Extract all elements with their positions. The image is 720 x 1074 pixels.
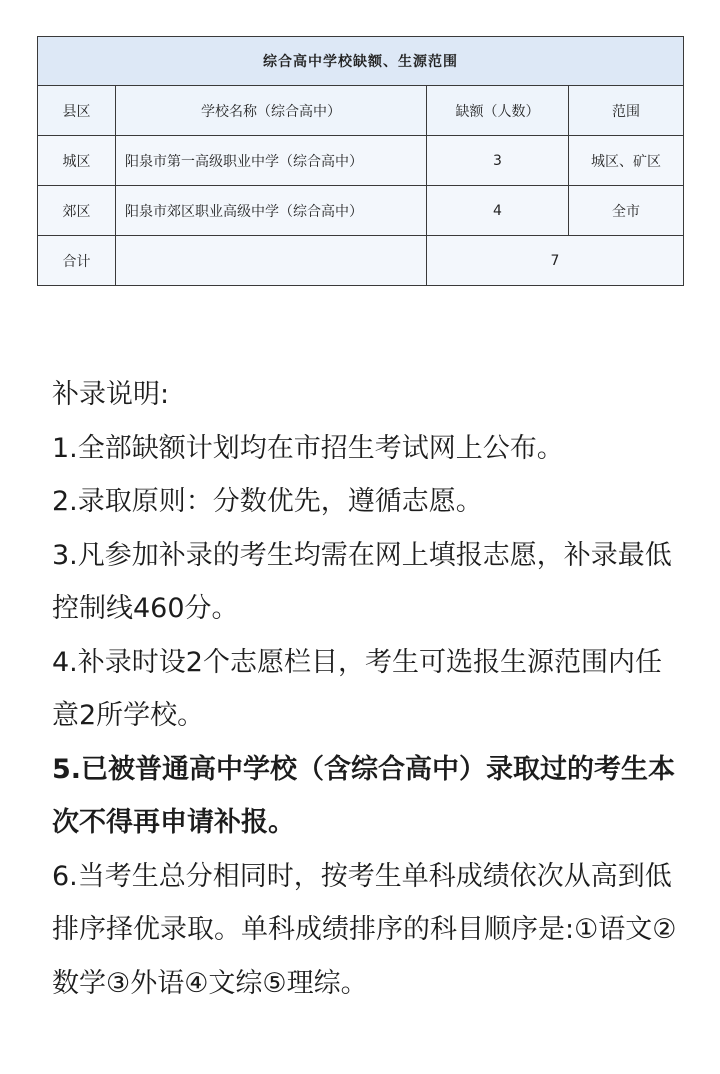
header-school-name: 学校名称（综合高中） xyxy=(116,86,427,136)
table-title-row xyxy=(38,37,684,86)
note-item-3: 3.凡参加补录的考生均需在网上填报志愿，补录最低控制线460分。 xyxy=(52,539,672,624)
cell-school-name: 阳泉市郊区职业高级中学（综合高中） xyxy=(116,186,427,236)
cell-scope: 城区、矿区 xyxy=(569,136,684,186)
cell-vacancy: 4 xyxy=(427,186,569,236)
cell-district: 城区 xyxy=(38,136,116,186)
table-total-row xyxy=(38,236,684,286)
total-label: 合计 xyxy=(38,236,116,286)
quota-table xyxy=(37,36,684,286)
cell-scope: 全市 xyxy=(569,186,684,236)
cell-vacancy: 3 xyxy=(427,136,569,186)
total-value: 7 xyxy=(427,236,684,286)
note-item-1: 1.全部缺额计划均在市招生考试网上公布。 xyxy=(52,432,564,464)
cell-school-name: 阳泉市第一高级职业中学（综合高中） xyxy=(116,136,427,186)
table-row xyxy=(38,136,684,186)
table-title: 综合高中学校缺额、生源范围 xyxy=(38,37,684,86)
note-item-2: 2.录取原则：分数优先，遵循志愿。 xyxy=(52,486,483,517)
table-header-row xyxy=(38,86,684,136)
header-vacancy: 缺额（人数） xyxy=(427,86,569,136)
cell-district: 郊区 xyxy=(38,186,116,236)
header-scope: 范围 xyxy=(569,86,684,136)
note-item-4: 4.补录时设2个志愿栏目，考生可选报生源范围内任意2所学校。 xyxy=(52,646,662,731)
total-empty-cell xyxy=(116,236,427,286)
notes-heading: 补录说明: xyxy=(52,379,170,410)
header-district: 县区 xyxy=(38,86,116,136)
note-item-5: 5.已被普通高中学校（含综合高中）录取过的考生本次不得再申请补报。 xyxy=(52,753,676,838)
table-row xyxy=(38,186,684,236)
supplement-notes xyxy=(52,368,680,1010)
note-item-6: 6.当考生总分相同时，按考生单科成绩依次从高到低排序择优录取。单科成绩排序的科目顺序是:①语文②数学③外语④文综⑤理综。 xyxy=(52,860,677,999)
